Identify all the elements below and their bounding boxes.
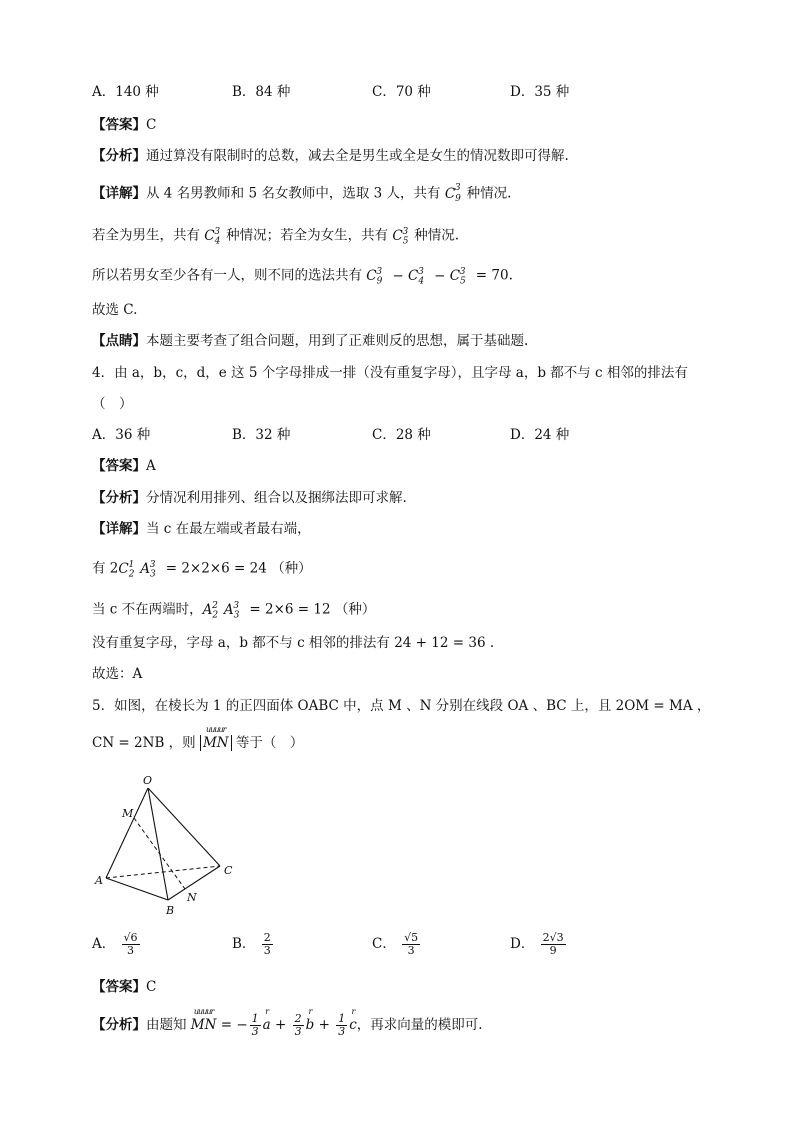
comment-tag: 【点睛】 xyxy=(92,333,146,349)
label-N: N xyxy=(187,891,197,904)
q5-option-b xyxy=(232,932,275,957)
analysis-text-a: 由题知 xyxy=(146,1017,187,1033)
calc1-text-a: 有 2 xyxy=(92,560,119,577)
q4-paren: （ ） xyxy=(92,396,133,412)
line2-text-b: 种情况；若全为女生，共有 xyxy=(226,227,389,244)
stem-line2-a: CN = 2NB ，则 xyxy=(92,735,196,751)
fraction-sqrt5-over-3: $\frac{√5}{3}$ xyxy=(404,931,419,957)
formula-mn-vector: MN uuuur = − $\frac{1}{3}$ a r + $\frac{2}{3}$ b r + $\frac{1}{3}$ c r xyxy=(190,1007,357,1038)
line2-text-a: 若全为男生，共有 xyxy=(92,227,200,244)
q5-option-a xyxy=(92,932,142,957)
label-C: C xyxy=(224,864,233,877)
q3-choose: 故选 C. xyxy=(92,302,138,318)
answer-tag: 【答案】 xyxy=(92,979,146,995)
label-A: A xyxy=(95,874,103,887)
calc2-text-b: = 2×6 = 12 （种） xyxy=(245,601,376,618)
option-prefix: A． xyxy=(92,936,116,952)
analysis-tag: 【分析】 xyxy=(92,148,146,164)
q4-stem: 4．由 a，b，c，d，e 这 5 个字母排成一排（没有重复字母），且字母 a，b 都不与 c 相邻的排法有 xyxy=(92,365,688,381)
q3-line3 xyxy=(92,262,513,291)
calc2-text-a: 当 c 不在两端时， xyxy=(92,601,203,618)
vector-mn-modulus: MN uuuur xyxy=(200,735,232,751)
option-prefix: C． xyxy=(372,936,396,952)
fraction-2sqrt3-over-9: $\frac{2√3}{9}$ xyxy=(542,931,564,957)
line3-text-b: = 70. xyxy=(471,267,513,284)
analysis-tag: 【分析】 xyxy=(92,1017,146,1033)
line2-text-c: 种情况. xyxy=(414,227,460,244)
answer-value: C xyxy=(146,117,157,133)
analysis-text: 分情况利用排列、组合以及捆绑法即可求解. xyxy=(146,490,407,506)
detail-tag: 【详解】 xyxy=(92,185,146,202)
detail-text: 从 4 名男教师和 5 名女教师中，选取 3 人，共有 xyxy=(146,185,441,202)
answer-value: A xyxy=(146,458,156,474)
calc1-text-b: = 2×2×6 = 24 （种） xyxy=(161,560,312,577)
tetrahedron-figure xyxy=(90,770,250,920)
answer-value: C xyxy=(146,979,157,995)
q4-choose: 故选：A xyxy=(92,666,143,682)
analysis-text-b: ，再求向量的模即可. xyxy=(356,1017,483,1033)
q4-option-c: C．28 种 xyxy=(372,427,431,443)
q5-stem-line1: 5．如图，在棱长为 1 的正四面体 OABC 中，点 M 、N 分别在线段 OA 、BC 上，且 2OM = MA ， xyxy=(92,698,711,714)
q4-option-a: A．36 种 xyxy=(92,427,151,443)
q5-option-c xyxy=(372,932,422,957)
formula-c21-a33: $C_2^1$ $A_3^3$ xyxy=(118,560,156,580)
q3-line2 xyxy=(92,222,459,251)
option-prefix: B． xyxy=(232,936,256,952)
q4-calc2 xyxy=(92,596,375,625)
fraction-2-over-3: $\frac{2}{3}$ xyxy=(263,931,271,957)
answer-tag: 【答案】 xyxy=(92,458,146,474)
q3-option-d: D．35 种 xyxy=(510,84,570,100)
q3-option-a: A．140 种 xyxy=(92,84,159,100)
q3-comment xyxy=(92,331,528,351)
option-prefix: D． xyxy=(510,936,535,952)
q5-stem-line2 xyxy=(92,725,304,753)
q4-option-d: D．24 种 xyxy=(510,427,570,443)
fraction-sqrt6-over-3: $\frac{√6}{3}$ xyxy=(123,931,138,957)
label-M: M xyxy=(122,807,134,820)
q4-summary: 没有重复字母，字母 a，b 都不与 c 相邻的排法有 24 + 12 = 36 . xyxy=(92,635,495,651)
q4-option-b: B．32 种 xyxy=(232,427,291,443)
analysis-tag: 【分析】 xyxy=(92,490,146,506)
formula-difference: $C_9^3 - C_4^3 - C_5^3$ xyxy=(366,267,466,287)
q3-option-b: B．84 种 xyxy=(232,84,291,100)
q3-option-c: C．70 种 xyxy=(372,84,431,100)
comment-text: 本题主要考查了组合问题，用到了正难则反的思想，属于基础题. xyxy=(146,333,529,349)
detail-text: 当 c 在最左端或者最右端， xyxy=(146,521,311,537)
formula-c93: $C_9^3$ xyxy=(444,183,461,204)
q4-detail xyxy=(92,519,311,539)
formula-c53: $C_5^3$ xyxy=(392,227,409,247)
q3-answer xyxy=(92,115,156,135)
label-B: B xyxy=(166,904,175,917)
answer-tag: 【答案】 xyxy=(92,117,146,133)
label-O: O xyxy=(143,774,153,787)
q4-calc1 xyxy=(92,555,312,584)
line3-text-a: 所以若男女至少各有一人，则不同的选法共有 xyxy=(92,267,362,284)
analysis-text: 通过算没有限制时的总数，减去全是男生或全是女生的情况数即可得解. xyxy=(146,148,569,164)
q5-analysis xyxy=(92,1007,483,1038)
stem-line2-b: 等于（ ） xyxy=(235,735,304,751)
detail-text-end: 种情况. xyxy=(466,185,512,202)
formula-a22-a33: $A_2^2$ $A_3^3$ xyxy=(202,601,240,621)
formula-c43: $C_4^3$ xyxy=(204,227,221,247)
q5-answer xyxy=(92,977,156,997)
q5-option-d xyxy=(510,932,568,957)
q3-analysis xyxy=(92,146,569,166)
q4-analysis xyxy=(92,488,407,508)
q3-detail xyxy=(92,180,511,209)
q4-answer xyxy=(92,456,156,476)
detail-tag: 【详解】 xyxy=(92,521,146,537)
